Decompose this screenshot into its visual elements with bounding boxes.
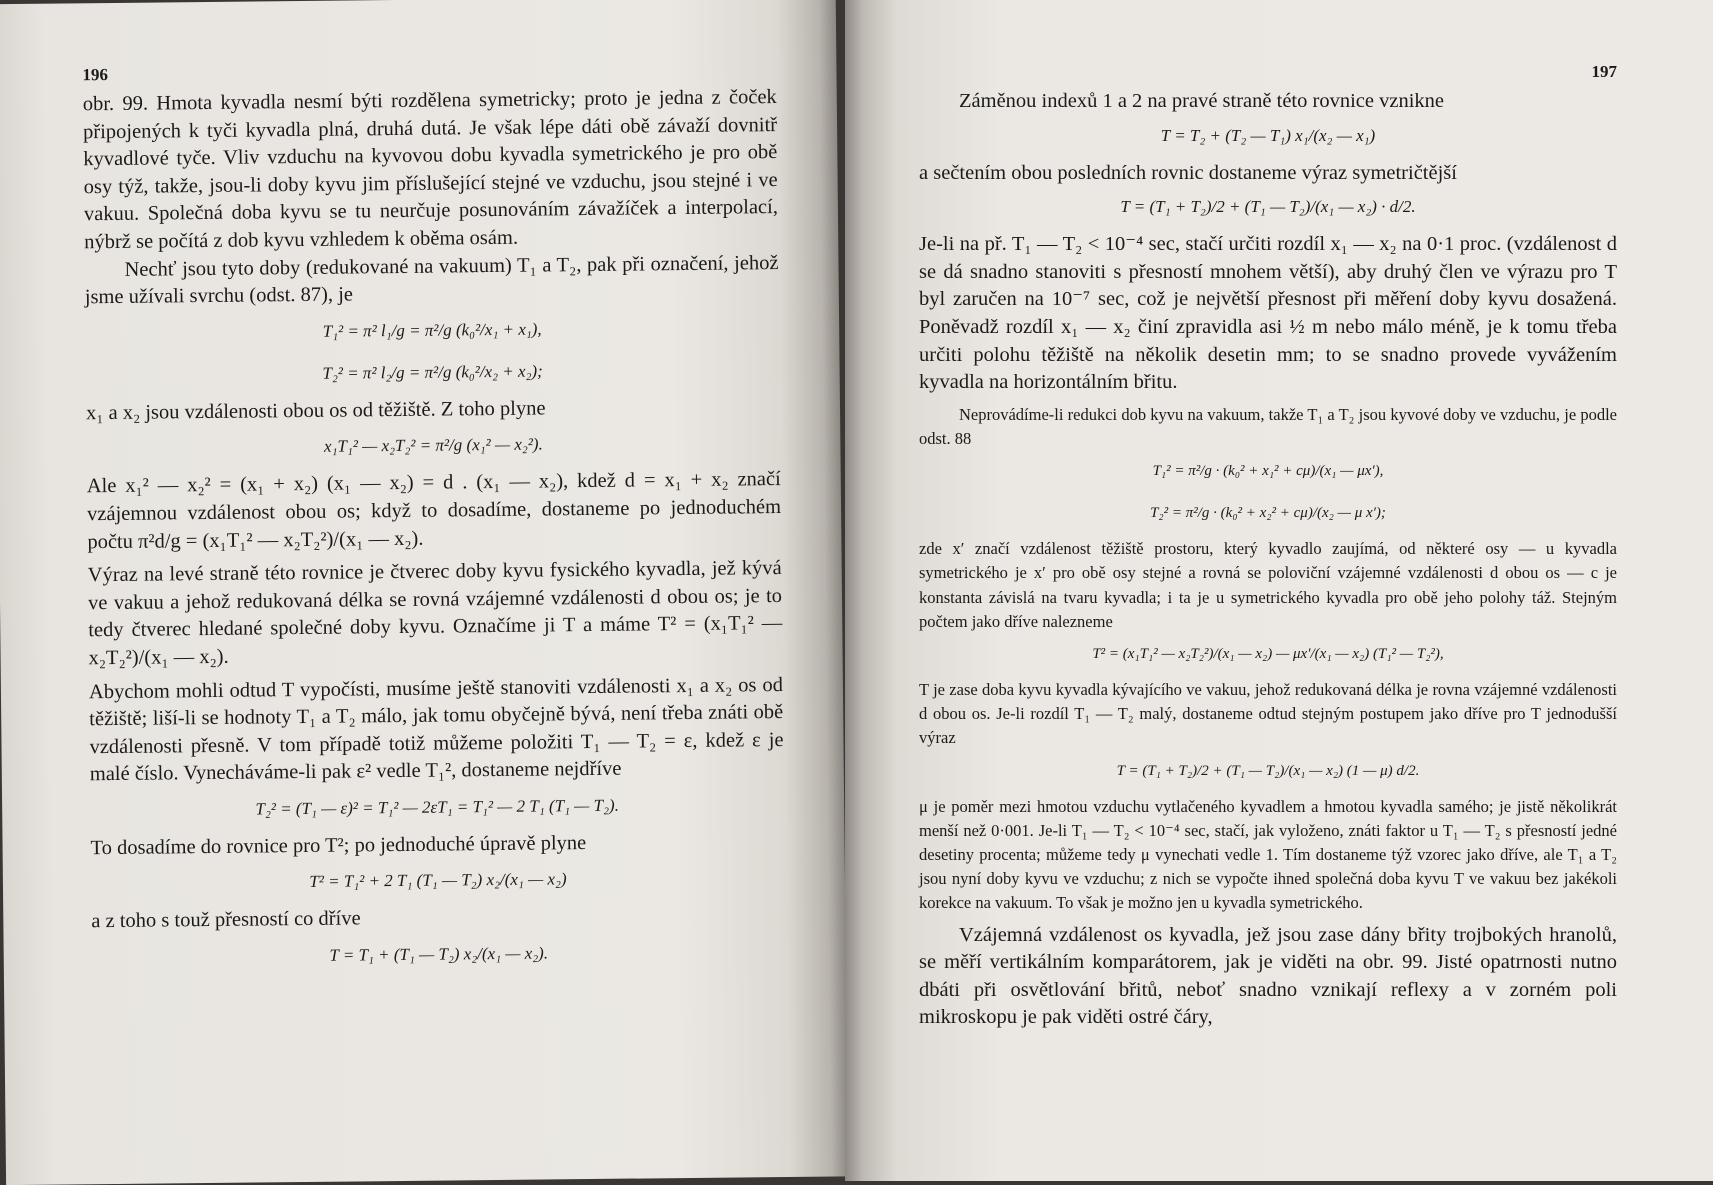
equation: T = T₂ + (T₂ — T₁) x₁/(x₂ — x₁) [1160,125,1376,145]
equation: T² = T₁² + 2 T₁ (T₁ — T₂) x₂/(x₁ — x₂) [309,869,567,892]
paragraph-small: T je zase doba kyvu kyvadla kývajícího ve vakuu, jehož redukovaná délka je rovna vzájemné vzdálenosti d obou os. Je-li rozdíl T₁ — T₂ malý, dostaneme odtud stejným postupem jako dříve pro T jednodušší výraz [919,679,1617,748]
paragraph: Záměnou indexů 1 a 2 na pravé straně této rovnice vznikne [959,90,1444,112]
equation: T₂² = π² l₂/g = π²/g (k₀²/x₂ + x₂); [322,361,543,383]
paragraph: Je-li na př. T₁ — T₂ < 10⁻⁴ sec, stačí určiti rozdíl x₁ — x₂ na 0·1 proc. (vzdálenost d se dá snadno stanoviti s přesností mnohem větší), aby druhý člen ve výrazu pro T byl zaručen na 10⁻⁷ sec, což je největší přesnost při měření doby kyvu dosažená. Poněvadž rozdíl x₁ — x₂ činí zpravidla asi ½ m nebo málo méně, je k tomu třeba určiti polohu těžiště na několik desetin mm; to se snadno provede vyvážením kyvadla na horizontálním břitu. [919,233,1617,394]
right-page [845,0,1713,1181]
page-number: 197 [1591,62,1617,81]
paragraph: Ale x₁² — x₂² = (x₁ + x₂) (x₁ — x₂) = d . (x₁ — x₂), kdež d = x₁ + x₂ značí vzájemnou vzdálenost obou os; když to dosadíme, dostaneme po jednoduchém počtu π²d/g = (x₁T₁² — x₂T₂²)/(x₁ — x₂). [86,468,782,553]
equation: T₂² = (T₁ — ε)² = T₁² — 2εT₁ = T₁² — 2 T₁ (T₁ — T₂). [255,795,619,819]
paragraph: Výraz na levé straně této rovnice je čtverec doby kyvu fysického kyvadla, jež kývá ve vakuu a jehož redukovaná délka se rovná vzájemné vzdálenosti d obou os; je to tedy čtverec hledané společné doby kyvu. Označíme ji T a máme T² = (x₁T₁² — x₂T₂²)/(x₁ — x₂). [87,557,783,670]
equation: T = (T₁ + T₂)/2 + (T₁ — T₂)/(x₁ — x₂) (1 — μ) d/2. [1116,762,1420,779]
paragraph: a sečtením obou posledních rovnic dostaneme výraz symetričtější [919,161,1457,184]
paragraph: Nechť jsou tyto doby (redukované na vakuum) T₁ a T₂, pak při označení, jehož jsme užívali svrchu (odst. 87), je [84,251,779,309]
paragraph: x₁ a x₂ jsou vzdálenosti obou os od těžiště. Z toho plyne [85,397,546,425]
equation: T = (T₁ + T₂)/2 + (T₁ — T₂)/(x₁ — x₂) · d/2. [1120,197,1416,217]
paragraph: Abychom mohli odtud T vypočísti, musíme ještě stanoviti vzdálenosti x₁ a x₂ os od těžiště; liší-li se hodnoty T₁ a T₂ málo, jak tomu obyčejně bývá, není třeba znáti obě vzdálenosti přesně. V tom případě totiž můžeme položiti T₁ — T₂ = ε, kdež ε je malé číslo. Vynecháváme-li pak ε² vedle T₁², dostaneme nejdříve [88,673,784,786]
equation: T² = (x₁T₁² — x₂T₂²)/(x₁ — x₂) — μx′/(x₁ — x₂) (T₁² — T₂²), [1092,645,1444,662]
equation: T₁² = π²/g · (k₀² + x₁² + cμ)/(x₁ — μx′), [1152,463,1384,480]
equation: T₂² = π²/g · (k₀² + x₂² + cμ)/(x₂ — μ x′); [1150,505,1386,522]
equation: T = T₁ + (T₁ — T₂) x₂/(x₁ — x₂). [329,943,549,965]
equation: T₁² = π² l₁/g = π²/g (k₀²/x₁ + x₁), [322,319,542,341]
paragraph: obr. 99. Hmota kyvadla nesmí býti rozdělena symetricky; proto je jedna z čoček připojených k tyči kyvadla plná, druhá dutá. Je však lépe dáti obě závaží dovnitř kyvadlové tyče. Vliv vzduchu na kyvovou dobu kyvadla symetrického je pro obě osy týž, takže, jsou-li doby kyvu jim příslušející stejné ve vzduchu, jsou stejné i ve vakuu. Společná doba kyvu se tu neurčuje posunováním závažíček a interpolací, nýbrž se počítá z dob kyvu vzhledem k oběma osám. [82,86,779,254]
equation: x₁T₁² — x₂T₂² = π²/g (x₁² — x₂²). [323,434,543,457]
paragraph-small: μ je poměr mezi hmotou vzduchu vytlačeného kyvadlem a hmotou kyvadla samého; je jistě několikrát menší než 0·001. Je-li T₁ — T₂ < 10⁻⁴ sec, stačí, jak vyloženo, znáti faktor u T₁ — T₂ s přesností jedné desetiny procenta; můžeme tedy μ vynechati vedle 1. Tím dostaneme týž vzorec jako dříve, ale T₁ a T₂ jsou nyní doby kyvu ve vzduchu; z nich se vypočte ihned společná doba kyvu T ve vakuu bez jakékoli korekce na vakuum. To však je možno jen u kyvadla symetrického. [919,796,1617,913]
paragraph-small: zde x′ značí vzdálenost těžiště prostoru, který kyvadlo zaujímá, od některé osy — u kyvadla symetrického je x′ pro obě osy stejné a rovná se poloviční vzájemné vzdálenosti d obou os — c je konstanta závislá na tvaru kyvadla; i ta je u symetrického kyvadla pro obě jeho polohy táž. Stejným počtem jako dříve nalezneme [919,539,1617,631]
paragraph: To dosadíme do rovnice pro T²; po jednoduché úpravě plyne [90,831,587,860]
paragraph: Vzájemná vzdálenost os kyvadla, jež jsou zase dány břity trojbokých hranolů, se měří vertikálním komparátorem, jak je viděti na obr. 99. Jisté opatrnosti nutno dbáti při osvětlování břitů, neboť snadno vznikají reflexy a v zorném poli mikroskopu je pak viděti ostré čáry, [919,923,1617,1029]
page-number: 196 [82,65,109,85]
paragraph: a z toho s touž přesností co dříve [91,907,361,933]
paragraph-small: Neprovádíme-li redukci dob kyvu na vakuum, takže T₁ a T₂ jsou kyvové doby ve vzduchu, je podle odst. 88 [919,404,1617,448]
left-page [0,0,848,1185]
